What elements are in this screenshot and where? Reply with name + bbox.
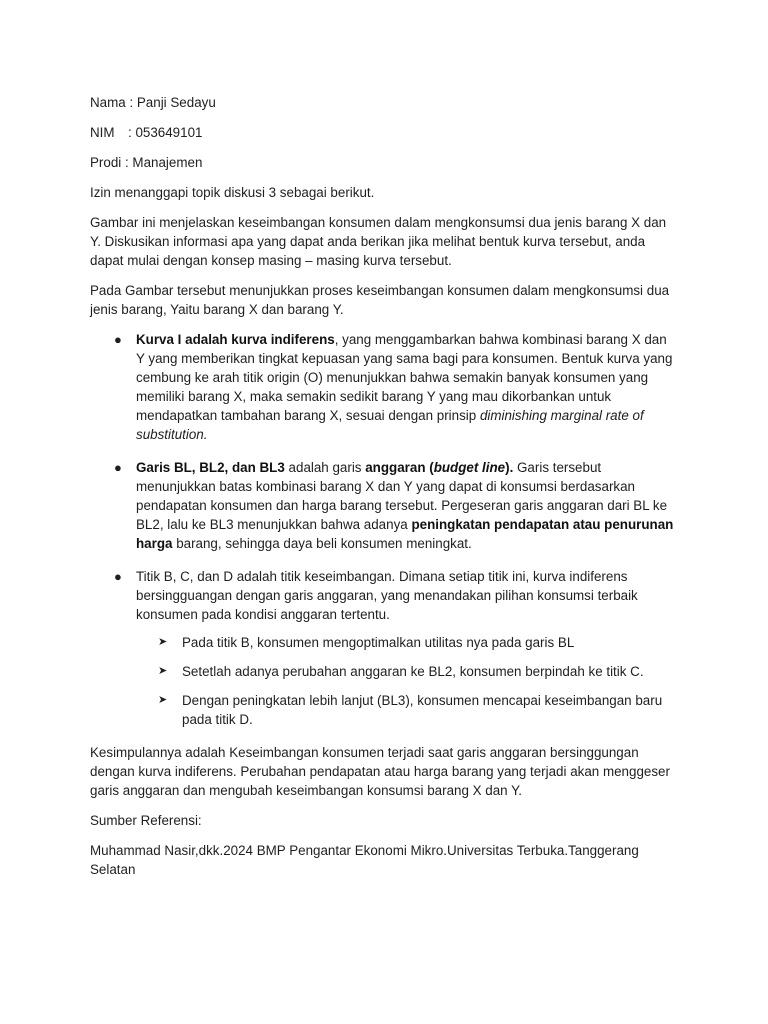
bullet1-text: , yang menggambarkan bahwa kombinasi barang X dan Y yang memberikan tingkat kepuasan yang sama bagi para konsumen. Bentuk kurva yang cembung ke arah titik origin (O) menunjukkan bahwa semakin banyak konsumen yang memiliki barang X, maka semakin sedikit barang Y yang mau dikorbankan untuk mendapatkan tambahan barang X, sesuai dengan prinsip: [136, 332, 673, 423]
bullet2-bold2b: ).: [505, 460, 514, 475]
filled-circle-bullet-icon: ●: [114, 460, 122, 475]
bullet2-text1: adalah garis: [284, 460, 366, 475]
nim-label: NIM: [90, 125, 115, 140]
bullet-item-equilibrium-points: [90, 567, 678, 729]
nim-line: [90, 123, 678, 142]
arrowhead-bullet-icon: ➤: [158, 694, 168, 706]
source-citation: Muhammad Nasir,dkk.2024 BMP Pengantar Ekonomi Mikro.Universitas Terbuka.Tanggerang Selatan: [90, 843, 639, 877]
source-heading: Sumber Referensi:: [90, 813, 202, 828]
bullet-list: [90, 330, 678, 729]
sub-bullet-text: Pada titik B, konsumen mengoptimalkan utilitas nya pada garis BL: [182, 635, 575, 650]
intro-paragraph: Izin menanggapi topik diskusi 3 sebagai berikut.: [90, 185, 375, 200]
lead-paragraph: Pada Gambar tersebut menunjukkan proses keseimbangan konsumen dalam mengkonsumsi dua jenis barang, Yaitu barang X dan barang Y.: [90, 283, 670, 317]
bullet2-text3: barang, sehingga daya beli konsumen meningkat.: [172, 536, 472, 551]
sub-bullet-text: Dengan peningkatan lebih lanjut (BL3), konsumen mencapai keseimbangan baru pada titik D.: [182, 693, 663, 727]
filled-circle-bullet-icon: ●: [114, 569, 122, 584]
bullet2-text2: Garis tersebut menunjukkan batas kombinasi barang X dan Y yang dapat di konsumsi berdasarkan pendapatan konsumen dan harga barang tersebut. Pergeseran garis anggaran dari BL ke BL2, lalu ke BL3 menunjukkan bahwa adanya: [136, 460, 668, 532]
bullet-item-indifference-curve: [90, 330, 678, 444]
sub-bullet-list: [136, 633, 678, 729]
bullet2-bold2-italic: budget line: [433, 460, 506, 475]
sub-bullet-item: [136, 633, 678, 652]
bullet2-bold1: Garis BL, BL2, dan BL3: [136, 460, 285, 475]
conclusion-paragraph: Kesimpulannya adalah Keseimbangan konsumen terjadi saat garis anggaran bersinggungan dengan kurva indiferens. Perubahan pendapatan atau harga barang yang terjadi akan menggeser garis anggaran dan mengubah keseimbangan konsumsi barang X dan Y.: [90, 745, 670, 798]
bullet3-text: Titik B, C, dan D adalah titik keseimbangan. Dimana setiap titik ini, kurva indiferens bersingguangan dengan garis anggaran, yang menandakan pilihan konsumsi terbaik konsumen pada kondisi anggaran tertentu.: [136, 569, 638, 622]
name-line: Nama : Panji Sedayu: [90, 95, 216, 110]
nim-value: : 053649101: [128, 125, 203, 140]
arrowhead-bullet-icon: ➤: [158, 665, 168, 677]
bullet-item-budget-line: [90, 458, 678, 553]
bullet2-bold2a: anggaran (: [365, 460, 434, 475]
bullet2-bold3: peningkatan pendapatan atau penurunan harga: [136, 517, 674, 551]
arrowhead-bullet-icon: ➤: [158, 636, 168, 648]
bullet1-end: .: [203, 427, 208, 442]
prodi-line: Prodi : Manajemen: [90, 155, 203, 170]
question-paragraph: Gambar ini menjelaskan keseimbangan konsumen dalam mengkonsumsi dua jenis barang X dan Y. Diskusikan informasi apa yang dapat anda berikan jika melihat bentuk kurva tersebut, anda dapat mulai dengan konsep masing – masing kurva tersebut.: [90, 215, 667, 268]
bullet1-italic: diminishing marginal rate of substitution: [136, 408, 644, 442]
filled-circle-bullet-icon: ●: [114, 332, 122, 347]
sub-bullet-item: [136, 662, 678, 681]
sub-bullet-item: [136, 691, 678, 729]
bullet1-bold: Kurva I adalah kurva indiferens: [136, 332, 335, 347]
sub-bullet-text: Setetlah adanya perubahan anggaran ke BL2, konsumen berpindah ke titik C.: [182, 664, 644, 679]
